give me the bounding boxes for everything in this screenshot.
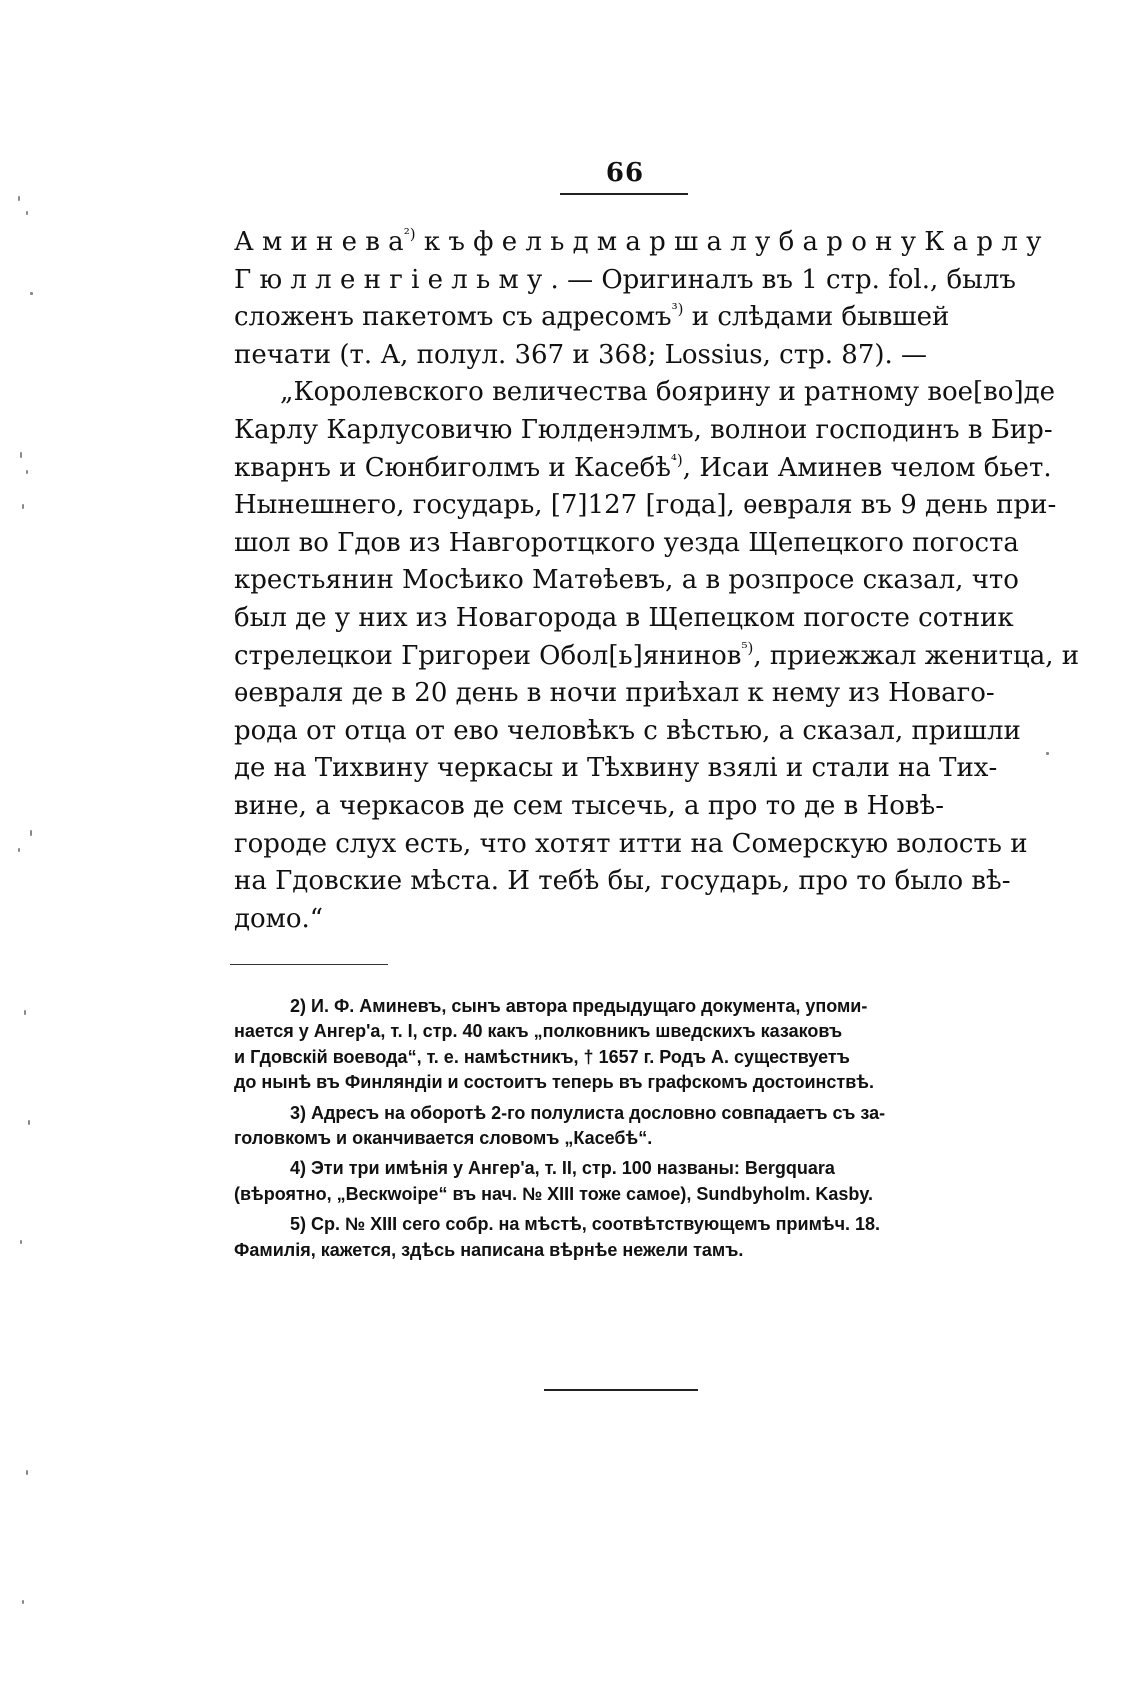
footnote-line: (вѣроятно, „Вескwоіре“ въ нач. № XIII тоже самое), Sundbyholm. Kasby.: [234, 1183, 874, 1204]
text-line: [234, 788, 1018, 826]
footnote-line: головкомъ и оканчивается словомъ „Касебѣ“.: [234, 1127, 653, 1148]
text-segment: был де у них из Новагорода в Щепецком погосте сотник: [234, 602, 1014, 633]
text-segment: „Королевского величества боярину и ратному вое[во]де: [280, 377, 1055, 408]
text-segment: де на Тихвину черкасы и Тѣхвину взялі и стали на Тих-: [234, 753, 998, 784]
text-segment: Карлу Карлусовичю Гюлденэлмъ, волнои господинъ в Бир-: [234, 414, 1053, 445]
text-segment: шол во Гдов из Навгоротцкого уезда Щепецкого погоста: [234, 527, 1019, 558]
scan-speck: [18, 848, 20, 852]
text-segment: стрелецкои Григореи Обол[ь]янинов: [234, 640, 742, 671]
text-line: [234, 562, 1018, 600]
scan-speck: [30, 830, 32, 836]
footnote-ref: ²): [403, 224, 416, 243]
text-line: [234, 863, 1018, 901]
footnote-line: и Гдовскій воевода“, т. е. намѣстникъ, † 1657 г. Родъ А. существуетъ: [234, 1046, 850, 1067]
text-segment: и слѣдами бывшей: [683, 302, 950, 333]
footnote-ref: ³): [671, 299, 684, 318]
text-segment: Г ю л л е н г і е л ь м у . — Оригиналъ въ 1 стр. fol., былъ: [234, 264, 1016, 295]
scan-speck: [1046, 752, 1049, 755]
scan-speck: [28, 1120, 30, 1125]
text-segment: крестьянин Мосѣико Матѳѣевъ, а в розпросе сказал, что: [234, 565, 1019, 596]
text-line: [234, 675, 1018, 713]
text-line: [234, 262, 1018, 300]
text-segment: на Гдовские мѣста. И тебѣ бы, государь, про то было вѣ-: [234, 866, 1011, 897]
text-line: [234, 600, 1018, 638]
scan-speck: [22, 504, 24, 509]
scan-speck: [26, 470, 28, 474]
footnote-line: до нынѣ въ Финляндіи и состоитъ теперь въ графскомъ достоинствѣ.: [234, 1072, 874, 1093]
footnote-line: 5) Ср. № XIII сего собр. на мѣстѣ, соотвѣтствующемъ примѣч. 18.: [290, 1214, 881, 1235]
main-text: [234, 224, 1080, 938]
footnote-separator: [230, 964, 388, 965]
text-line: [234, 412, 1053, 450]
text-line: [234, 299, 1018, 337]
text-segment: вине, а черкасов де сем тысечь, а про то де в Новѣ-: [234, 790, 945, 821]
text-segment: , приежжал женитца, и: [753, 640, 1080, 671]
scan-speck: [20, 452, 22, 458]
text-line: [234, 750, 1018, 788]
footnote-ref: ⁴): [670, 450, 683, 469]
text-line: [234, 713, 1021, 751]
footnote-line: 4) Эти три имѣнія у Ангер'а, т. II, стр. 100 названы: Bergquara: [290, 1158, 835, 1179]
text-segment: кварнъ и Сюнбиголмъ и Касебѣ: [234, 452, 671, 483]
footnote-line: 3) Адресъ на оборотѣ 2-го полулиста дословно совпадаетъ съ за-: [290, 1102, 886, 1123]
text-line: [234, 487, 1057, 525]
text-line: [234, 450, 1052, 488]
footnote: [234, 994, 1018, 1096]
scan-speck: [26, 211, 28, 215]
text-segment: А м и н е в а: [234, 227, 404, 257]
text-segment: ѳевраля де в 20 день в ночи приѣхал к нему из Новаго-: [234, 678, 995, 709]
footnote-ref: ⁵): [741, 638, 754, 657]
text-segment: печати (т. А, полул. 367 и 368; Lossius, стр. 87). —: [234, 339, 928, 370]
text-line: [234, 337, 1018, 375]
text-line: [234, 638, 1080, 676]
scan-speck: [24, 1010, 26, 1015]
footnotes: [234, 994, 1018, 1263]
page-number-rule: [560, 193, 688, 195]
footnote-line: 2) И. Ф. Аминевъ, сынъ автора предыдущаго документа, упоми-: [290, 996, 868, 1016]
text-line: [234, 525, 1018, 563]
text-line: [234, 826, 1028, 864]
text-segment: к ъ ф е л ь д м а р ш а л у б а р о н у К а р л у: [415, 227, 1042, 257]
footnote: [234, 1156, 1018, 1207]
scan-speck: [26, 1470, 28, 1475]
text-line: [234, 901, 1018, 939]
scan-speck: [30, 292, 33, 295]
end-rule: [544, 1389, 698, 1391]
page-number: 66: [605, 158, 645, 188]
text-segment: городе слух есть, что хотят итти на Сомерскую волость и: [234, 828, 1028, 859]
scan-speck: [18, 196, 20, 201]
text-segment: рода от отца от ево человѣкъ с вѣстью, а сказал, пришли: [234, 715, 1021, 746]
text-line: [234, 374, 1055, 412]
footnote-line: Фамилія, кажется, здѣсь написана вѣрнѣе нежели тамъ.: [234, 1239, 744, 1260]
text-segment: сложенъ пакетомъ съ адресомъ: [234, 302, 672, 333]
text-line: [234, 224, 1042, 262]
footnote-line: нается у Ангер'а, т. I, стр. 40 какъ „полковникъ шведскихъ казаковъ: [234, 1021, 843, 1042]
scan-speck: [20, 1240, 22, 1244]
text-segment: домо.“: [234, 903, 324, 934]
footnote: [234, 1212, 1018, 1263]
scan-speck: [22, 1600, 24, 1604]
text-segment: , Исаи Аминев челом бьет.: [682, 452, 1052, 483]
text-segment: Нынешнего, государь, [7]127 [года], ѳевраля въ 9 день при-: [234, 490, 1057, 521]
footnote: [234, 1101, 1018, 1152]
